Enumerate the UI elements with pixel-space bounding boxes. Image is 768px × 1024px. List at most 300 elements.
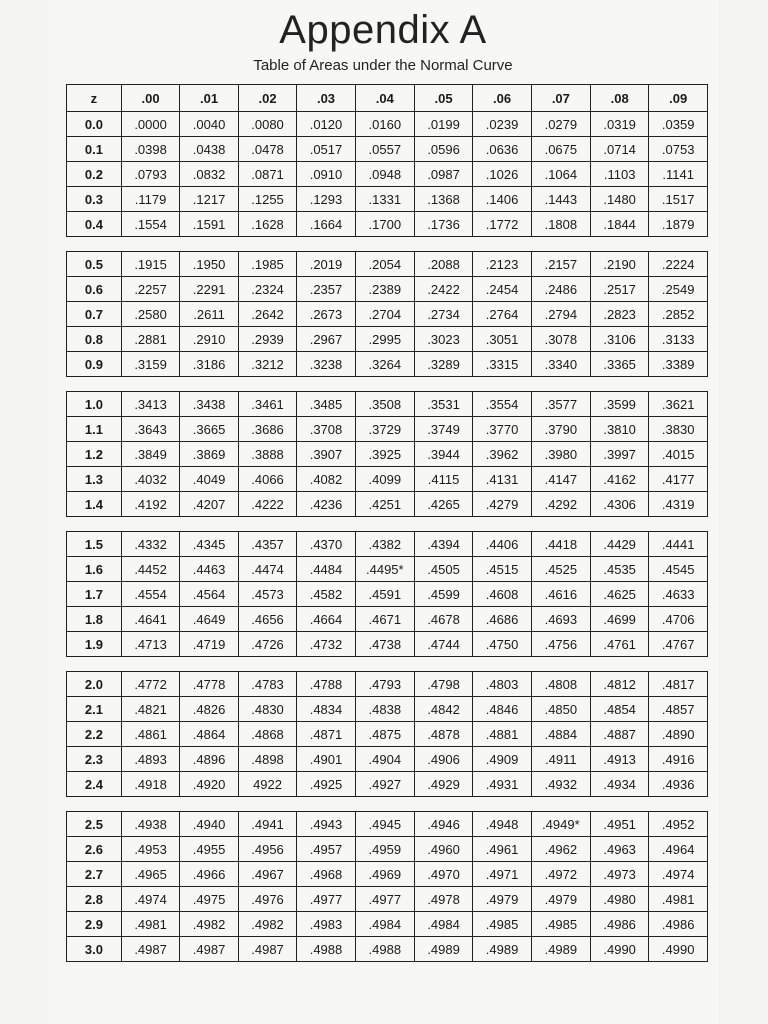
area-cell: .4965 [121, 862, 179, 887]
z-value-cell: 1.9 [67, 632, 122, 657]
area-cell: .3830 [649, 417, 708, 442]
area-cell: .3849 [121, 442, 179, 467]
area-cell: .3315 [473, 352, 531, 377]
area-cell: .1772 [473, 212, 531, 237]
area-cell: .3770 [473, 417, 531, 442]
area-cell: .4970 [414, 862, 472, 887]
area-cell: .1879 [649, 212, 708, 237]
area-cell: .4955 [180, 837, 238, 862]
area-cell: .4973 [590, 862, 648, 887]
area-cell: .4981 [121, 912, 179, 937]
area-cell: .2794 [531, 302, 590, 327]
area-cell: .4418 [531, 532, 590, 557]
area-cell: .2673 [297, 302, 355, 327]
area-cell: .3944 [414, 442, 472, 467]
z-value-cell: 1.1 [67, 417, 122, 442]
area-cell: .4099 [355, 467, 414, 492]
area-cell: .4967 [238, 862, 296, 887]
table-row [67, 162, 708, 187]
area-cell: .4946 [414, 812, 472, 837]
area-cell: .1517 [649, 187, 708, 212]
area-cell: .4162 [590, 467, 648, 492]
area-cell: .0000 [121, 112, 179, 137]
area-cell: .4959 [355, 837, 414, 862]
area-cell: .4920 [180, 772, 238, 797]
area-cell: .4898 [238, 747, 296, 772]
area-cell: .4916 [649, 747, 708, 772]
area-cell: .3729 [355, 417, 414, 442]
area-cell: .0319 [590, 112, 648, 137]
area-cell: .3106 [590, 327, 648, 352]
area-cell: .3997 [590, 442, 648, 467]
z-value-cell: 2.2 [67, 722, 122, 747]
area-cell: .4370 [297, 532, 355, 557]
area-cell: .4332 [121, 532, 179, 557]
area-cell: .4979 [473, 887, 531, 912]
area-cell: .4649 [180, 607, 238, 632]
area-cell: .4441 [649, 532, 708, 557]
area-cell: .4981 [649, 887, 708, 912]
area-cell: .3365 [590, 352, 648, 377]
area-cell: .0080 [238, 112, 296, 137]
area-cell: .4015 [649, 442, 708, 467]
z-value-cell: 2.8 [67, 887, 122, 912]
group-separator [67, 797, 708, 812]
area-cell: .4394 [414, 532, 472, 557]
area-cell: .4884 [531, 722, 590, 747]
area-cell: .4978 [414, 887, 472, 912]
area-cell: .4861 [121, 722, 179, 747]
area-cell: .1628 [238, 212, 296, 237]
area-cell: .0120 [297, 112, 355, 137]
area-cell: .4988 [297, 937, 355, 962]
area-cell: .4842 [414, 697, 472, 722]
page-title: Appendix A [279, 8, 487, 52]
area-cell: .4957 [297, 837, 355, 862]
area-cell: .4686 [473, 607, 531, 632]
area-cell: .4846 [473, 697, 531, 722]
area-cell: .4633 [649, 582, 708, 607]
table-row [67, 772, 708, 797]
area-cell: .4306 [590, 492, 648, 517]
area-cell: .4932 [531, 772, 590, 797]
area-cell: .4147 [531, 467, 590, 492]
area-cell: .1293 [297, 187, 355, 212]
column-header: .00 [121, 85, 179, 112]
table-row [67, 697, 708, 722]
area-cell: .2123 [473, 252, 531, 277]
area-cell: .2704 [355, 302, 414, 327]
separator-cell [67, 377, 708, 392]
area-cell: .2257 [121, 277, 179, 302]
area-cell: 4922 [238, 772, 296, 797]
area-cell: .4699 [590, 607, 648, 632]
area-cell: .4974 [649, 862, 708, 887]
area-cell: .0871 [238, 162, 296, 187]
table-container [66, 84, 708, 962]
table-row [67, 137, 708, 162]
area-cell: .4625 [590, 582, 648, 607]
z-value-cell: 0.2 [67, 162, 122, 187]
area-cell: .4582 [297, 582, 355, 607]
z-value-cell: 3.0 [67, 937, 122, 962]
area-cell: .3051 [473, 327, 531, 352]
area-cell: .4904 [355, 747, 414, 772]
area-cell: .4925 [297, 772, 355, 797]
area-cell: .4951 [590, 812, 648, 837]
area-cell: .4345 [180, 532, 238, 557]
area-cell: .4974 [121, 887, 179, 912]
area-cell: .0279 [531, 112, 590, 137]
table-row [67, 632, 708, 657]
area-cell: .4495* [355, 557, 414, 582]
area-cell: .3925 [355, 442, 414, 467]
area-cell: .4896 [180, 747, 238, 772]
area-cell: .3907 [297, 442, 355, 467]
area-cell: .2224 [649, 252, 708, 277]
table-row [67, 912, 708, 937]
area-cell: .0753 [649, 137, 708, 162]
area-cell: .2157 [531, 252, 590, 277]
table-row [67, 417, 708, 442]
z-value-cell: 1.0 [67, 392, 122, 417]
area-cell: .4936 [649, 772, 708, 797]
header-row [67, 85, 708, 112]
area-cell: .4474 [238, 557, 296, 582]
area-cell: .1808 [531, 212, 590, 237]
area-cell: .3708 [297, 417, 355, 442]
area-cell: .3599 [590, 392, 648, 417]
separator-cell [67, 657, 708, 672]
area-cell: .2517 [590, 277, 648, 302]
table-row [67, 812, 708, 837]
z-value-cell: 2.9 [67, 912, 122, 937]
area-cell: .4821 [121, 697, 179, 722]
table-row [67, 747, 708, 772]
area-cell: .4838 [355, 697, 414, 722]
area-cell: .3749 [414, 417, 472, 442]
area-cell: .4857 [649, 697, 708, 722]
area-cell: .1736 [414, 212, 472, 237]
area-cell: .3023 [414, 327, 472, 352]
area-cell: .3186 [180, 352, 238, 377]
area-cell: .4901 [297, 747, 355, 772]
table-row [67, 607, 708, 632]
area-cell: .0040 [180, 112, 238, 137]
area-cell: .4929 [414, 772, 472, 797]
area-cell: .1217 [180, 187, 238, 212]
area-cell: .3438 [180, 392, 238, 417]
z-value-cell: 1.5 [67, 532, 122, 557]
area-cell: .1554 [121, 212, 179, 237]
z-value-cell: 0.8 [67, 327, 122, 352]
area-cell: .0714 [590, 137, 648, 162]
area-cell: .4868 [238, 722, 296, 747]
separator-cell [67, 797, 708, 812]
area-cell: .4817 [649, 672, 708, 697]
area-cell: .4961 [473, 837, 531, 862]
area-cell: .4265 [414, 492, 472, 517]
area-cell: .4484 [297, 557, 355, 582]
area-cell: .2088 [414, 252, 472, 277]
area-cell: .2357 [297, 277, 355, 302]
area-cell: .4382 [355, 532, 414, 557]
area-cell: .4545 [649, 557, 708, 582]
area-cell: .4893 [121, 747, 179, 772]
area-cell: .4963 [590, 837, 648, 862]
area-cell: .4927 [355, 772, 414, 797]
area-cell: .3133 [649, 327, 708, 352]
area-cell: .4975 [180, 887, 238, 912]
area-cell: .1664 [297, 212, 355, 237]
area-cell: .4732 [297, 632, 355, 657]
area-cell: .0675 [531, 137, 590, 162]
area-cell: .0636 [473, 137, 531, 162]
z-value-cell: 2.1 [67, 697, 122, 722]
area-cell: .4931 [473, 772, 531, 797]
area-cell: .4887 [590, 722, 648, 747]
area-cell: .3078 [531, 327, 590, 352]
area-cell: .4535 [590, 557, 648, 582]
area-cell: .4983 [297, 912, 355, 937]
column-header: .05 [414, 85, 472, 112]
area-cell: .4945 [355, 812, 414, 837]
area-cell: .4599 [414, 582, 472, 607]
table-row [67, 672, 708, 697]
area-cell: .1950 [180, 252, 238, 277]
area-cell: .4251 [355, 492, 414, 517]
group-separator [67, 657, 708, 672]
table-row [67, 112, 708, 137]
area-cell: .4976 [238, 887, 296, 912]
area-cell: .4608 [473, 582, 531, 607]
area-cell: .1406 [473, 187, 531, 212]
area-cell: .4032 [121, 467, 179, 492]
area-cell: .2549 [649, 277, 708, 302]
area-cell: .4982 [180, 912, 238, 937]
area-cell: .2454 [473, 277, 531, 302]
area-cell: .3980 [531, 442, 590, 467]
area-cell: .2910 [180, 327, 238, 352]
separator-cell [67, 237, 708, 252]
area-cell: .4940 [180, 812, 238, 837]
table-row [67, 327, 708, 352]
area-cell: .4641 [121, 607, 179, 632]
area-cell: .3888 [238, 442, 296, 467]
area-cell: .3665 [180, 417, 238, 442]
area-cell: .4985 [531, 912, 590, 937]
z-value-cell: 1.8 [67, 607, 122, 632]
area-cell: .0199 [414, 112, 472, 137]
area-cell: .4788 [297, 672, 355, 697]
area-cell: .3621 [649, 392, 708, 417]
area-cell: .3289 [414, 352, 472, 377]
column-header: .01 [180, 85, 238, 112]
area-cell: .4986 [590, 912, 648, 937]
area-cell: .4664 [297, 607, 355, 632]
area-cell: .4977 [297, 887, 355, 912]
area-cell: .4082 [297, 467, 355, 492]
area-cell: .2939 [238, 327, 296, 352]
area-cell: .4989 [473, 937, 531, 962]
area-cell: .4987 [121, 937, 179, 962]
column-header: .02 [238, 85, 296, 112]
table-row [67, 467, 708, 492]
area-cell: .4986 [649, 912, 708, 937]
area-cell: .4938 [121, 812, 179, 837]
z-value-cell: 1.3 [67, 467, 122, 492]
area-cell: .2764 [473, 302, 531, 327]
area-cell: .4987 [180, 937, 238, 962]
area-cell: .2823 [590, 302, 648, 327]
area-cell: .1255 [238, 187, 296, 212]
area-cell: .4772 [121, 672, 179, 697]
area-cell: .4706 [649, 607, 708, 632]
area-cell: .0517 [297, 137, 355, 162]
area-cell: .2995 [355, 327, 414, 352]
group-separator [67, 237, 708, 252]
area-cell: .2486 [531, 277, 590, 302]
z-value-cell: 2.6 [67, 837, 122, 862]
area-cell: .1591 [180, 212, 238, 237]
table-row [67, 557, 708, 582]
area-cell: .4864 [180, 722, 238, 747]
area-cell: .1026 [473, 162, 531, 187]
z-value-cell: 0.6 [67, 277, 122, 302]
z-value-cell: 0.4 [67, 212, 122, 237]
area-cell: .4131 [473, 467, 531, 492]
area-cell: .2422 [414, 277, 472, 302]
area-cell: .4525 [531, 557, 590, 582]
area-cell: .4956 [238, 837, 296, 862]
area-cell: .1368 [414, 187, 472, 212]
area-cell: .2389 [355, 277, 414, 302]
area-cell: .4207 [180, 492, 238, 517]
area-cell: .4515 [473, 557, 531, 582]
area-cell: .2852 [649, 302, 708, 327]
table-row [67, 302, 708, 327]
area-cell: .4850 [531, 697, 590, 722]
area-cell: .4236 [297, 492, 355, 517]
area-cell: .4222 [238, 492, 296, 517]
area-cell: .4949* [531, 812, 590, 837]
table-row [67, 582, 708, 607]
area-cell: .4826 [180, 697, 238, 722]
area-cell: .4803 [473, 672, 531, 697]
area-cell: .4177 [649, 467, 708, 492]
area-cell: .2734 [414, 302, 472, 327]
area-cell: .4761 [590, 632, 648, 657]
area-cell: .1064 [531, 162, 590, 187]
area-cell: .3413 [121, 392, 179, 417]
area-cell: .2881 [121, 327, 179, 352]
area-cell: .1179 [121, 187, 179, 212]
area-cell: .4990 [649, 937, 708, 962]
z-value-cell: 0.0 [67, 112, 122, 137]
z-value-cell: 1.7 [67, 582, 122, 607]
area-cell: .0596 [414, 137, 472, 162]
area-cell: .4984 [414, 912, 472, 937]
area-cell: .4881 [473, 722, 531, 747]
area-cell: .4671 [355, 607, 414, 632]
column-header: .08 [590, 85, 648, 112]
area-cell: .1915 [121, 252, 179, 277]
area-cell: .4808 [531, 672, 590, 697]
area-cell: .0987 [414, 162, 472, 187]
table-row [67, 722, 708, 747]
area-cell: .4941 [238, 812, 296, 837]
area-cell: .1480 [590, 187, 648, 212]
area-cell: .3643 [121, 417, 179, 442]
table-row [67, 352, 708, 377]
area-cell: .3577 [531, 392, 590, 417]
area-cell: .4962 [531, 837, 590, 862]
area-cell: .2291 [180, 277, 238, 302]
area-cell: .0948 [355, 162, 414, 187]
area-cell: .0359 [649, 112, 708, 137]
area-cell: .1141 [649, 162, 708, 187]
area-cell: .4971 [473, 862, 531, 887]
area-cell: .3790 [531, 417, 590, 442]
area-cell: .3340 [531, 352, 590, 377]
area-cell: .4943 [297, 812, 355, 837]
z-value-cell: 0.5 [67, 252, 122, 277]
area-cell: .4192 [121, 492, 179, 517]
area-cell: .4357 [238, 532, 296, 557]
area-cell: .0398 [121, 137, 179, 162]
area-cell: .4713 [121, 632, 179, 657]
table-row [67, 532, 708, 557]
area-cell: .3810 [590, 417, 648, 442]
area-cell: .3461 [238, 392, 296, 417]
area-cell: .1443 [531, 187, 590, 212]
area-cell: .3159 [121, 352, 179, 377]
area-cell: .4875 [355, 722, 414, 747]
area-cell: .4429 [590, 532, 648, 557]
area-cell: .0793 [121, 162, 179, 187]
z-value-cell: 2.5 [67, 812, 122, 837]
area-cell: .0832 [180, 162, 238, 187]
z-value-cell: 1.4 [67, 492, 122, 517]
area-cell: .3962 [473, 442, 531, 467]
area-cell: .4738 [355, 632, 414, 657]
area-cell: .4049 [180, 467, 238, 492]
area-cell: .4115 [414, 467, 472, 492]
area-cell: .4911 [531, 747, 590, 772]
area-cell: .3212 [238, 352, 296, 377]
column-header: .04 [355, 85, 414, 112]
area-cell: .4750 [473, 632, 531, 657]
area-cell: .4767 [649, 632, 708, 657]
area-cell: .4989 [414, 937, 472, 962]
area-cell: .4987 [238, 937, 296, 962]
area-cell: .0438 [180, 137, 238, 162]
area-cell: .2190 [590, 252, 648, 277]
z-value-cell: 0.7 [67, 302, 122, 327]
area-cell: .4878 [414, 722, 472, 747]
table-row [67, 277, 708, 302]
area-cell: .4979 [531, 887, 590, 912]
area-cell: .3554 [473, 392, 531, 417]
table-row [67, 937, 708, 962]
area-cell: .0557 [355, 137, 414, 162]
area-cell: .2967 [297, 327, 355, 352]
area-cell: .4463 [180, 557, 238, 582]
area-cell: .4279 [473, 492, 531, 517]
area-cell: .2324 [238, 277, 296, 302]
area-cell: .4989 [531, 937, 590, 962]
column-header: .06 [473, 85, 531, 112]
